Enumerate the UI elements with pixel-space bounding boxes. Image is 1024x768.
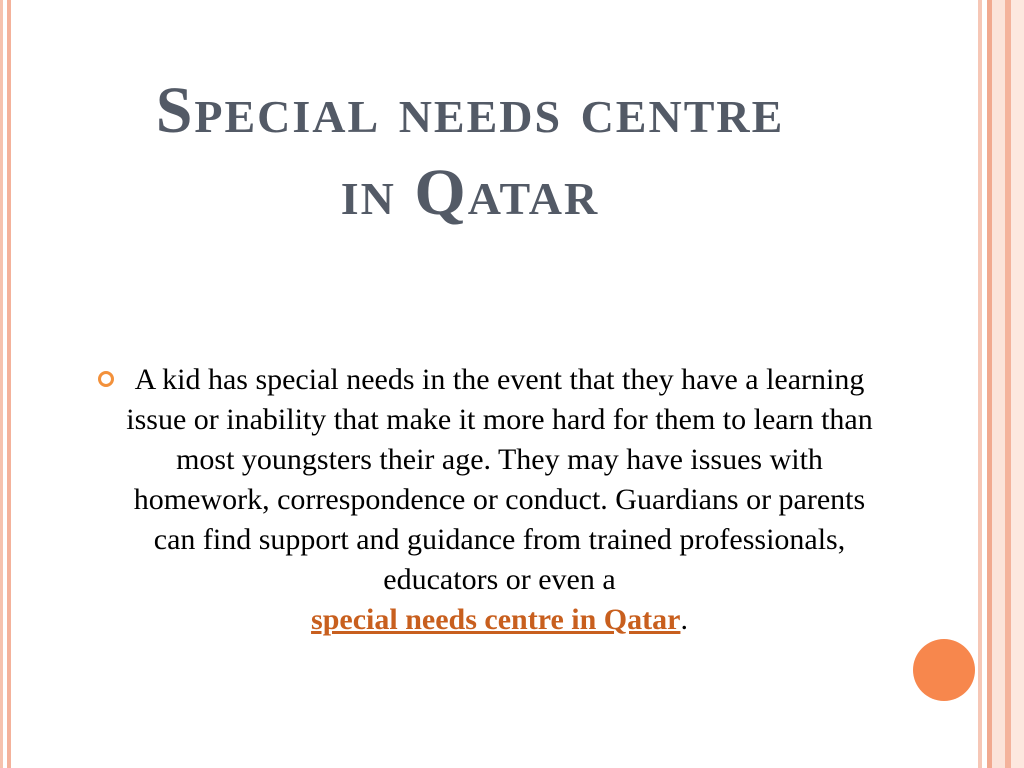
orange-circle-icon: [913, 639, 975, 701]
right-border-stripe: [1011, 0, 1024, 768]
left-border-stripe: [7, 0, 11, 768]
bullet-paragraph: [90, 360, 885, 640]
special-needs-centre-link[interactable]: special needs centre in Qatar: [311, 603, 681, 636]
body-text: A kid has special needs in the event that they have a learning issue or inability that make it more hard for them to learn than most youngsters their age. They may have issues with homework, correspondence or conduct. Guardians or parents can find support and guidance from trained professionals, educators or even a: [126, 363, 873, 596]
title-line-2: in Qatar: [340, 156, 600, 229]
title-line-1: Special needs centre: [155, 74, 785, 147]
left-border-stripe: [0, 0, 3, 768]
right-border-stripe: [992, 0, 1005, 768]
trailing-period: .: [680, 603, 688, 636]
right-border-stripe: [978, 0, 982, 768]
slide-title: [40, 70, 900, 234]
